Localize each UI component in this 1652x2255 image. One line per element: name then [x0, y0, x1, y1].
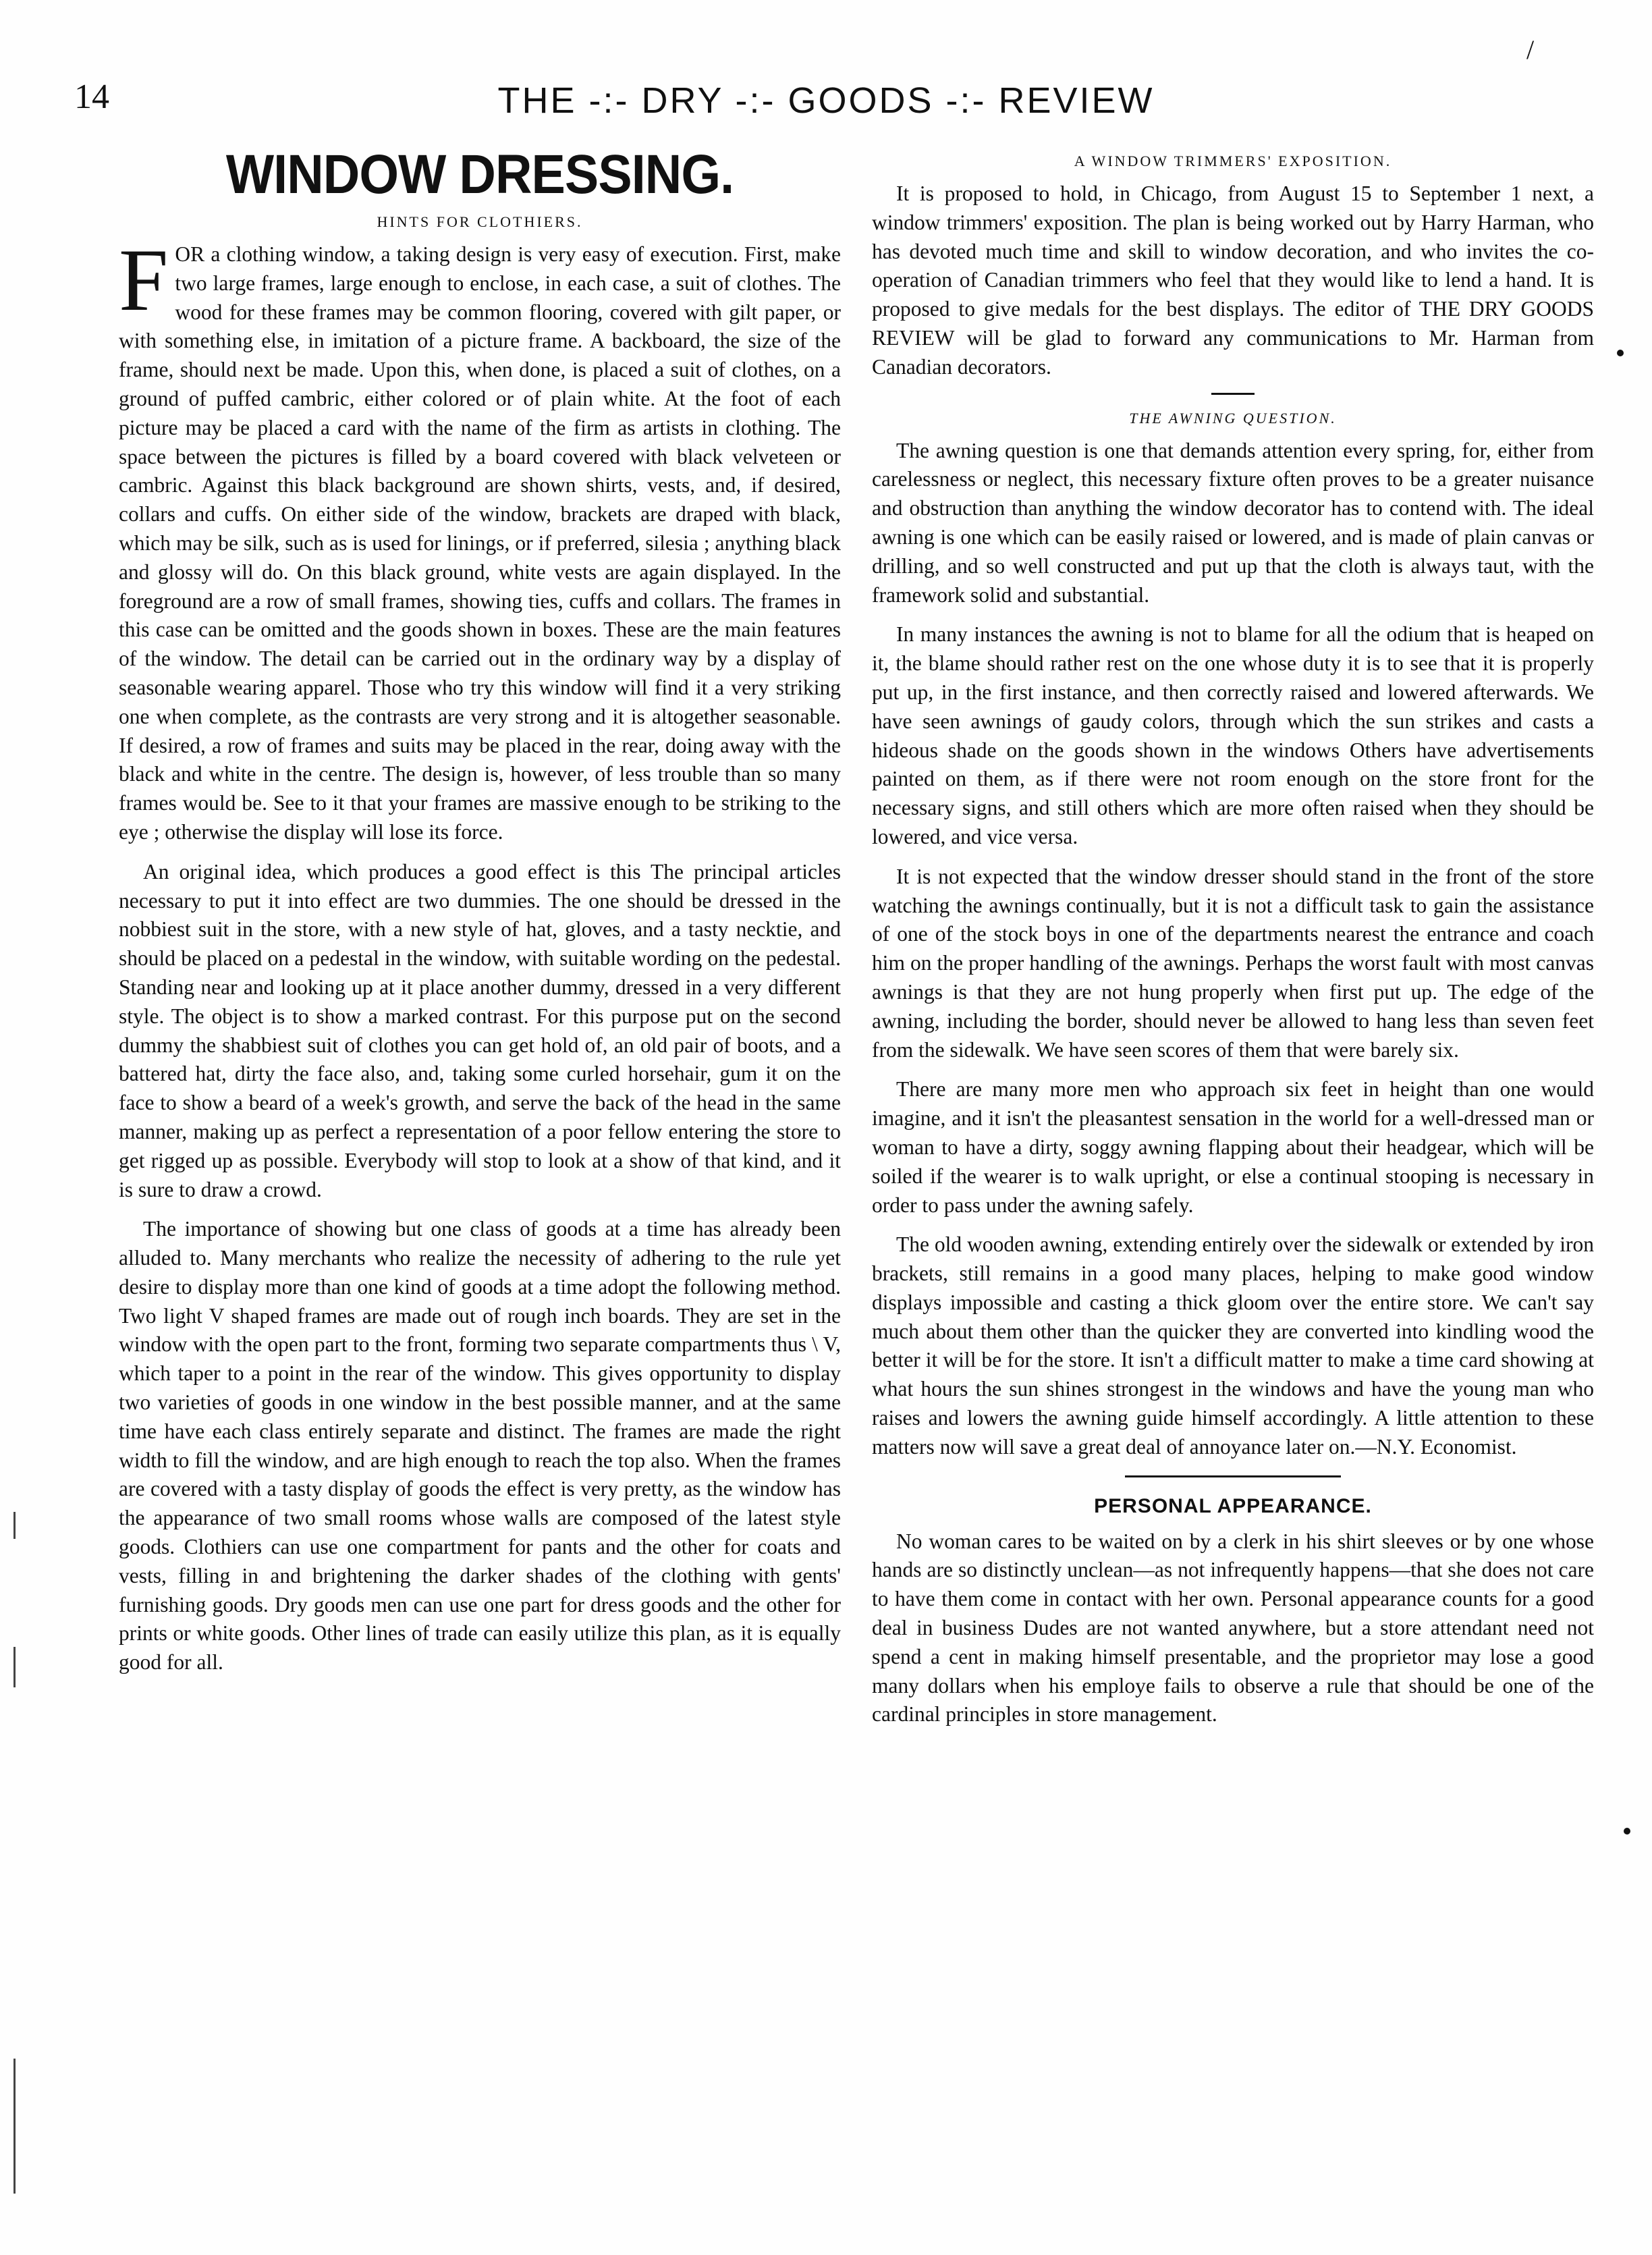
corner-mark: / — [1526, 34, 1535, 65]
page-number: 14 — [74, 78, 109, 116]
paragraph-text: OR a clothing window, a taking design is very easy of execution. First, make two large frames, large enough to enclose, in each case, a suit of clothes. The wood for these frames may be common flooring, covered with gilt paper, or with something else, in imitation of a picture frame. A backboard, the size of the frame, should next be made. Upon this, when done, is placed a suit of clothes, on a ground of puffed cambric, either colored or of plain white. At the foot of each picture may be placed a card with the name of the firm as artists in clothing. The space between the pictures is filled by a board covered with black velveteen or cambric. Against this black background are shown shirts, vests, and, if desired, collars and cuffs. On either side of the window, brackets are draped with black, which may be silk, such as is used for linings, or if preferred, silesia ; anything black and glossy will do. On this black ground, white vests are again displayed. In the foreground are a row of small frames, showing ties, cuffs and collars. The frames in this case can be omitted and the goods shown in boxes. These are the main features of the window. The detail can be carried out in the ordinary way by a display of seasonable wearing apparel. Those who try this window will find it a very striking one when complete, as the contrasts are very strong and it is altogether seasonable. If desired, a row of frames and suits may be placed in the rear, doing away with the black and white in the centre. The design is, however, of less trouble than so many frames would be. See to it that your frames are massive enough to be striking to the eye ; otherwise the display will lose its force. — [119, 242, 841, 844]
paragraph-clothing-window — [119, 230, 841, 847]
personal-appearance-heading: PERSONAL APPEARANCE. — [1094, 1494, 1372, 1517]
paragraph-awning-2: In many instances the awning is not to blame for all the odium that is heaped on it, the blame should rather rest on the one whose duty it is to see that it is properly put up, in the first instance, and then correctly raised and lowered afterwards. We have seen awnings of gaudy colors, through which the sun strikes and casts a hideous shade on the goods shown in the windows Others have advertisements painted on them, as if there were not room enough on the store front for the necessary signs, and still others which are more often raised when they should be lowered, and vice versa. — [872, 622, 1594, 848]
drop-cap: F — [119, 230, 169, 329]
running-head: THE -:- DRY -:- GOODS -:- REVIEW — [497, 80, 1155, 121]
margin-tick-mark — [13, 1512, 16, 1539]
right-column — [872, 147, 1594, 1729]
article-title: WINDOW DRESSING. — [225, 144, 734, 205]
paragraph-personal-appearance: No woman cares to be waited on by a clerk in his shirt sleeves or by one whose hands are so distinctly unclean—as not infrequently happens—that she does not care to have them come in contact with her own. Personal appearance counts for a good deal in business Dudes are not wanted anywhere, but a store attendant need not spend a cent in making himself presentable, and the proprietor may lose a good many dollars when his employe fails to observe a rule that should be one of the cardinal principles in store management. — [872, 1529, 1594, 1727]
section-rule-long — [1125, 1475, 1341, 1477]
margin-tick-mark — [13, 2059, 16, 2194]
paragraph-awning-5: The old wooden awning, extending entirely over the sidewalk or extended by iron brackets, still remains in a good many places, helping to make good window displays impossible and casting a thick gloom over the entire store. We can't say much about them other than the quicker they are converted into kindling wood the better it will be for the store. It isn't a difficult matter to make a time card showing at what hours the sun shines strongest in the windows and have the young man who raises and lowers the awning guide himself accordingly. A little attention to these matters now will save a great deal of annoyance later on.—N.Y. Economist. — [872, 1232, 1594, 1459]
paragraph-dummies: An original idea, which produces a good effect is this The principal articles necessary to put it into effect are two dummies. The one should be dressed in the nobbiest suit in the store, with a new style of hat, gloves, and a tasty necktie, and should be placed on a pedestal in the window, with suitable wording on the pedestal. Standing near and looking up at it place another dummy, dressed in a very different style. The object is to show a marked contrast. For this purpose put on the second dummy the shabbiest suit of clothes you can get hold of, an old pair of boots, and a battered hat, dirty the face also, and, taking some curled horsehair, gum it on the face to show a beard of a week's growth, and serve the back of the head in the same manner, making up as perfect a representation of a poor fellow entering the store to get rigged up as possible. Everybody will stop to look at a show of that kind, and it is sure to draw a crowd. — [119, 859, 841, 1201]
exposition-heading: A WINDOW TRIMMERS' EXPOSITION. — [1074, 153, 1392, 169]
left-column — [119, 144, 841, 1677]
margin-dot-mark — [1617, 350, 1624, 356]
awning-heading: THE AWNING QUESTION. — [1129, 409, 1337, 427]
margin-tick-mark — [13, 1647, 16, 1687]
section-rule — [1211, 393, 1255, 395]
article-subtitle: HINTS FOR CLOTHIERS. — [377, 213, 583, 230]
paragraph-awning-4: There are many more men who approach six feet in height than one would imagine, and it isn't the pleasantest sensation in the world for a well-dressed man or woman to have a dirty, soggy awning flapping about their headgear, which will be soiled if the wearer is to walk upright, or else a continual stooping is necessary in order to pass under the awning safely. — [872, 1077, 1594, 1217]
paragraph-awning-1: The awning question is one that demands attention every spring, for, either from carelessness or neglect, this necessary fixture often proves to be a greater nuisance and obstruction than anything the window decorator has to contend with. The ideal awning is one which can be easily raised or lowered, and is made of plain canvas or drilling, and so well constructed and put up that the cloth is always taut, with the framework solid and substantial. — [872, 438, 1594, 607]
paragraph-exposition: It is proposed to hold, in Chicago, from August 15 to September 1 next, a window trimmers' exposition. The plan is being worked out by Harry Harman, who has devoted much time and skill to window decoration, and who invites the co-operation of Canadian trimmers who feel that they would like to lend a hand. It is proposed to give medals for the best displays. The editor of THE DRY GOODS REVIEW will be glad to forward any communications to Mr. Harman from Canadian decorators. — [872, 182, 1594, 379]
paragraph-awning-3: It is not expected that the window dresser should stand in the front of the store watching the awnings continually, but it is not a difficult task to gain the assistance of one of the stock boys in one of the departments nearest the entrance and coach him on the proper handling of the awnings. Perhaps the worst fault with most canvas awnings is that they are not hung properly when first put up. The edge of the awning, including the border, should never be allowed to hang less than seven feet from the sidewalk. We have seen scores of them that were barely six. — [872, 864, 1594, 1062]
margin-dot-mark — [1624, 1828, 1630, 1835]
paragraph-v-frames: The importance of showing but one class of goods at a time has already been alluded to. Many merchants who realize the necessity of adhering to the rule yet desire to display more than one kind of goods at a time adopt the following method. Two light V shaped frames are made out of rough inch boards. They are set in the window with the open part to the front, forming two separate compartments thus \ V, which taper to a point in the rear of the window. This gives opportunity to display two varieties of goods in one window in the best possible manner, and at the same time have each class entirely separate and distinct. The frames are made the right width to fill the window, and are high enough to reach the top also. When the frames are covered with a tasty display of goods the effect is very pretty, as the window has the appearance of two small rooms whose walls are composed of the latest style goods. Clothiers can use one compartment for pants and the other for coats and vests, filling in and brightening the darker shades of the clothing with gents' furnishing goods. Dry goods men can use one part for dress goods and the other for prints or white goods. Other lines of trade can easily utilize this plan, as it is equally good for all. — [119, 1217, 841, 1675]
